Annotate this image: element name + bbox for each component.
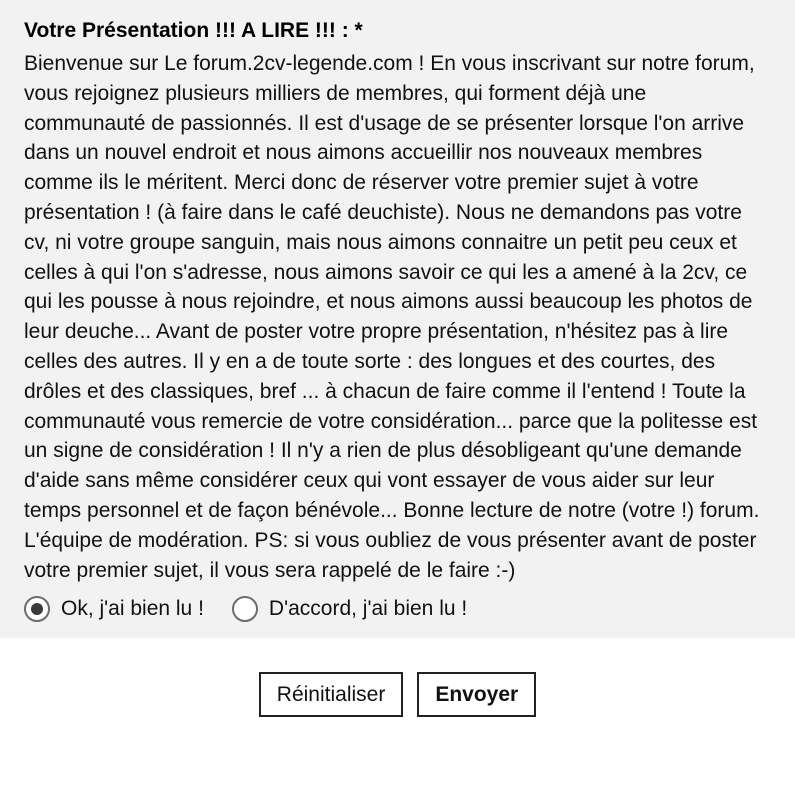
option-ok-jai-bien-lu[interactable] [24, 596, 204, 622]
radio-group [24, 596, 771, 622]
radio-button-selected[interactable] [24, 596, 50, 622]
option-label: Ok, j'ai bien lu ! [61, 596, 204, 620]
radio-button-unselected[interactable] [232, 596, 258, 622]
option-daccord-jai-bien-lu[interactable] [232, 596, 467, 622]
option-label: D'accord, j'ai bien lu ! [268, 596, 468, 620]
reset-button[interactable]: Réinitialiser [259, 672, 404, 717]
submit-button[interactable]: Envoyer [417, 672, 536, 717]
form-actions [0, 672, 795, 717]
question-title: Votre Présentation !!! A LIRE !!! : * [24, 19, 363, 42]
question-body: Bienvenue sur Le forum.2cv-legende.com ! En vous inscrivant sur notre forum, vous rejoignez plusieurs milliers de membres, qui forment déjà une communauté de passionnés. Il est d'usage de se présenter lorsque l'on arrive dans un nouvel endroit et nous aimons accueillir nos nouveaux membres comme ils le méritent. Merci donc de réserver votre premier sujet à votre présentation ! (à faire dans le café deuchiste). Nous ne demandons pas votre cv, ni votre groupe sanguin, mais nous aimons connaitre un petit peu ceux et celles à qui l'on s'adresse, nous aimons savoir ce qui les a amené à la 2cv, ce qui les pousse à nous rejoindre, et nous aimons aussi beaucoup les photos de leur deuche... Avant de poster votre propre présentation, n'hésitez pas à lire celles des autres. Il y en a de toute sorte : des longues et des courtes, des drôles et des classiques, bref ... à chacun de faire comme il l'entend ! Toute la communauté vous remercie de votre considération... parce que la politesse est un signe de considération ! Il n'y a rien de plus désobligeant qu'une demande d'aide sans même considérer ceux qui vont essayer de vous aider sur leur temps personnel et de façon bénévole... Bonne lecture de notre (votre !) forum. L'équipe de modération. PS: si vous oubliez de vous présenter avant de poster votre premier sujet, il vous sera rappelé de le faire :-) [24, 51, 760, 582]
